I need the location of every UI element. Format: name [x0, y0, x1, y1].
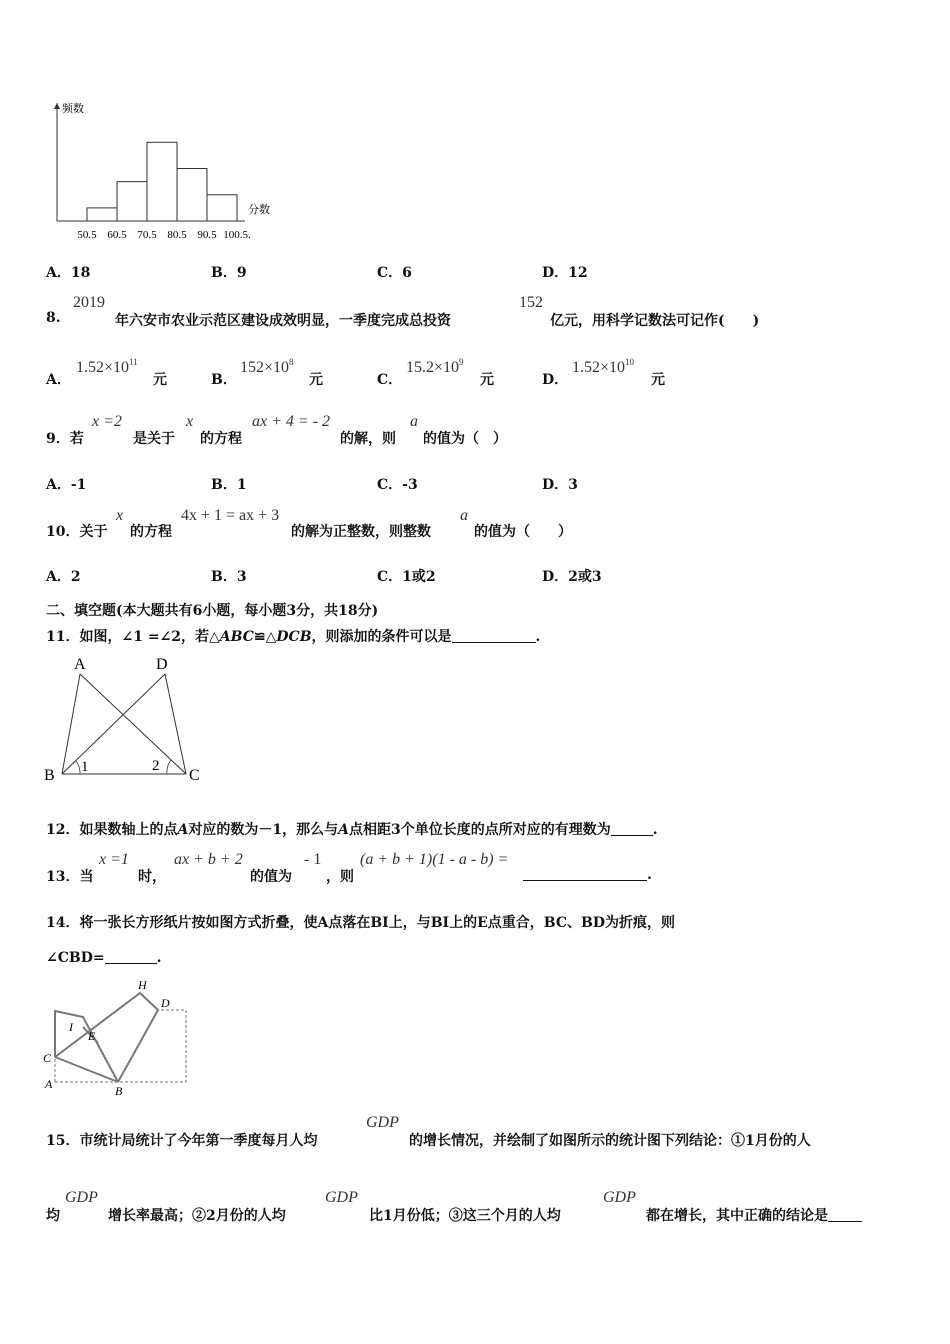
q11-end: .: [535, 629, 541, 645]
q15-text-1: 15．市统计局统计了今年第一季度每月人均: [46, 1133, 318, 1149]
q7-option-c[interactable]: [377, 262, 412, 282]
exponent: 11: [129, 357, 138, 367]
q14-end: .: [156, 950, 162, 966]
q9-option-d[interactable]: [542, 474, 578, 494]
q9-option-b[interactable]: [211, 474, 247, 494]
q7-option-b[interactable]: [211, 262, 247, 282]
exponent: 10: [625, 357, 635, 367]
coef: 1.52×10: [76, 359, 130, 376]
q10-text-1: 的方程: [130, 524, 172, 540]
q8-text-2: 亿元，用科学记数法可记作( ): [550, 313, 760, 329]
q8-option-a-unit: 元: [153, 372, 167, 388]
q7-option-d[interactable]: [542, 262, 588, 282]
q14-line-1: 14．将一张长方形纸片按如图方式折叠，使A点落在BI上，与BI上的E点重合，BC、BD为折痕，则: [46, 915, 675, 931]
q8-option-a-value: [76, 357, 138, 377]
x-tick-label: 70.5: [137, 229, 157, 241]
q11-congruent: ≌△: [253, 629, 277, 645]
exponent: 8: [289, 357, 294, 367]
q12-text: [46, 819, 658, 839]
q8-option-c[interactable]: [377, 369, 402, 389]
label-c: C: [189, 767, 200, 784]
q8-number: 8.: [46, 310, 61, 326]
option-value: -1: [70, 477, 87, 493]
q12-part-2: 对应的数为－1，那么与: [188, 822, 339, 838]
option-key: D．: [542, 477, 569, 493]
q9-text-1: 是关于: [133, 431, 175, 447]
x-tick-label: 80.5: [167, 229, 187, 241]
coef: 152×10: [240, 359, 290, 376]
q13-number: 13．当: [46, 869, 94, 885]
dashed-rectangle: [55, 1010, 186, 1082]
crease-bc: [55, 1057, 118, 1082]
q9-math-4: a: [410, 413, 418, 430]
q8-option-a[interactable]: [46, 369, 71, 389]
q12-point-a-2: A: [338, 822, 349, 838]
option-key: B．: [211, 372, 237, 388]
option-key: D．: [542, 265, 569, 281]
q8-option-b[interactable]: [211, 369, 237, 389]
q8-option-c-unit: 元: [480, 372, 494, 388]
q9-text-2: 的方程: [200, 431, 242, 447]
segment-dc: [165, 674, 186, 774]
section-2-heading: 二、填空题(本大题共有6小题，每小题3分，共18分): [46, 603, 379, 619]
q13-answer: [523, 866, 652, 883]
q15-gdp-3: GDP: [325, 1189, 358, 1206]
x-axis-label: 分数: [248, 204, 270, 216]
q13-math-2: ax + b + 2: [174, 851, 243, 868]
label-angle-1: 1: [81, 759, 89, 775]
option-key: C．: [377, 477, 403, 493]
q14-angle: ∠CBD=: [46, 950, 105, 966]
q10-math-2: 4x + 1 = ax + 3: [181, 507, 280, 524]
q12-end: .: [652, 822, 658, 838]
histogram-bar: [87, 208, 117, 221]
histogram-bar: [207, 195, 237, 221]
angle-2-arc: [167, 760, 171, 774]
x-tick-label: 60.5: [107, 229, 127, 241]
q9-option-c[interactable]: [377, 474, 418, 494]
label-angle-2: 2: [152, 758, 160, 774]
q8-year: 2019: [73, 294, 105, 311]
q15-part-6: 都在增长，其中正确的结论是: [646, 1208, 828, 1224]
q10-option-d[interactable]: [542, 566, 602, 586]
q8-option-b-value: [240, 357, 294, 377]
label-e: E: [88, 1029, 96, 1043]
histogram-bar: [177, 169, 207, 221]
angle-1-arc: [76, 761, 80, 774]
option-key: A．: [46, 477, 71, 493]
q9-text-3: 的解，则: [340, 431, 396, 447]
q12-point-a: A: [177, 822, 189, 838]
q11-text: [46, 626, 540, 646]
option-value: 2: [70, 569, 81, 585]
q15-text-5: 比1月份低；③这三个月的人均: [369, 1208, 561, 1224]
option-key: D．: [542, 372, 569, 388]
q11-answer-blank[interactable]: [452, 628, 536, 643]
q8-option-d[interactable]: [542, 369, 568, 389]
option-value: 6: [402, 265, 412, 281]
q8-option-d-unit: 元: [651, 372, 665, 388]
histogram-bar: [147, 142, 177, 221]
q11-dcb: DCB: [276, 629, 312, 645]
q13-text-3: ，则: [326, 869, 354, 885]
q13-answer-blank[interactable]: [523, 866, 647, 881]
y-axis-arrow: [54, 103, 60, 109]
q15-gdp-4: GDP: [603, 1189, 636, 1206]
q15-text-2: 的增长情况，并绘制了如图所示的统计图下列结论：①1月份的人: [409, 1133, 811, 1149]
x-tick-label: 50.5: [77, 229, 97, 241]
q15-gdp-2: GDP: [65, 1189, 98, 1206]
q10-number: 10．关于: [46, 524, 108, 540]
option-key: A．: [46, 372, 71, 388]
q11-figure: [40, 650, 210, 790]
q8-option-b-unit: 元: [309, 372, 323, 388]
q8-text-1: 年六安市农业示范区建设成效明显，一季度完成总投资: [115, 313, 451, 329]
q9-option-a[interactable]: [46, 474, 86, 494]
exponent: 9: [459, 357, 464, 367]
q15-gdp-1: GDP: [366, 1114, 399, 1131]
label-a: A: [74, 656, 86, 673]
option-key: B．: [211, 265, 237, 281]
histogram-chart: [40, 95, 280, 245]
q9-math-1: x =2: [92, 413, 122, 430]
q13-math-1: x =1: [99, 851, 129, 868]
label-c: C: [43, 1051, 52, 1065]
q9-number: 9．若: [46, 431, 84, 447]
option-key: A．: [46, 569, 71, 585]
q13-math-3: - 1: [304, 851, 322, 868]
option-key: B．: [211, 477, 237, 493]
option-key: A．: [46, 265, 71, 281]
x-tick-label: 100.5.: [223, 229, 251, 241]
q13-text-2: 的值为: [250, 869, 292, 885]
q11-suffix: ，则添加的条件可以是: [311, 629, 452, 645]
q8-option-d-value: [572, 357, 634, 377]
option-key: D．: [542, 569, 569, 585]
q7-option-a[interactable]: [46, 262, 90, 282]
label-b: B: [115, 1084, 123, 1098]
label-b: B: [44, 767, 55, 784]
segment-ac: [80, 674, 186, 774]
label-i: I: [69, 1020, 73, 1034]
q9-text-4: 的值为（ ）: [423, 431, 507, 447]
q12-part-3: 点相距3个单位长度的点所对应的有理数为: [348, 822, 611, 838]
coef: 15.2×10: [406, 359, 460, 376]
option-value: 3: [568, 477, 578, 493]
x-tick-label: 90.5: [197, 229, 217, 241]
q13-end: .: [647, 867, 652, 883]
q15-answer-blank[interactable]: [828, 1207, 862, 1222]
label-h: H: [138, 978, 147, 992]
option-key: B．: [211, 569, 237, 585]
q12-part-1: 12．如果数轴上的点: [46, 822, 178, 838]
fold-flap-left: [55, 1011, 118, 1082]
option-value: 1或2: [402, 569, 436, 585]
coef: 1.52×10: [572, 359, 626, 376]
q11-prefix: 11．如图，∠1 =∠2，若△: [46, 629, 220, 645]
q12-answer-blank[interactable]: [611, 821, 653, 836]
option-value: 2或3: [568, 569, 602, 585]
option-key: C．: [377, 569, 403, 585]
q8-amount: 152: [519, 294, 543, 311]
option-value: 1: [236, 477, 247, 493]
q15-text-3: 均: [46, 1208, 60, 1224]
q10-text-2: 的解为正整数，则整数: [291, 524, 431, 540]
q10-option-c[interactable]: [377, 566, 436, 586]
label-a: A: [45, 1077, 53, 1091]
q15-text-4: 增长率最高；②2月份的人均: [108, 1208, 286, 1224]
option-value: 3: [236, 569, 247, 585]
fold-flap-right: [55, 993, 158, 1082]
option-value: 9: [236, 265, 247, 281]
option-value: 18: [70, 265, 91, 281]
label-d: D: [161, 996, 170, 1010]
q14-answer-blank[interactable]: [105, 949, 157, 964]
y-axis-label: 频数: [62, 103, 84, 115]
q11-abc: ABC: [219, 629, 254, 645]
q10-math-3: a: [460, 507, 468, 524]
q10-option-a[interactable]: [46, 566, 81, 586]
q8-option-c-value: [406, 357, 464, 377]
q14-line-2: [46, 949, 161, 966]
q13-math-4: (a + b + 1)(1 - a - b) =: [360, 851, 509, 868]
q9-math-3: ax + 4 = - 2: [252, 413, 331, 430]
label-d: D: [156, 656, 168, 673]
q10-text-3: 的值为（ ）: [474, 524, 572, 540]
histogram-bar: [117, 182, 147, 221]
q9-math-2: x: [186, 413, 194, 430]
q14-figure: [40, 975, 200, 1100]
q15-text-6: [646, 1205, 862, 1225]
q10-math-1: x: [116, 507, 124, 524]
option-key: C．: [377, 372, 403, 388]
q13-text-1: 时，: [138, 869, 166, 885]
option-value: 12: [568, 265, 588, 281]
option-value: -3: [402, 477, 418, 493]
option-key: C．: [377, 265, 403, 281]
q10-option-b[interactable]: [211, 566, 247, 586]
